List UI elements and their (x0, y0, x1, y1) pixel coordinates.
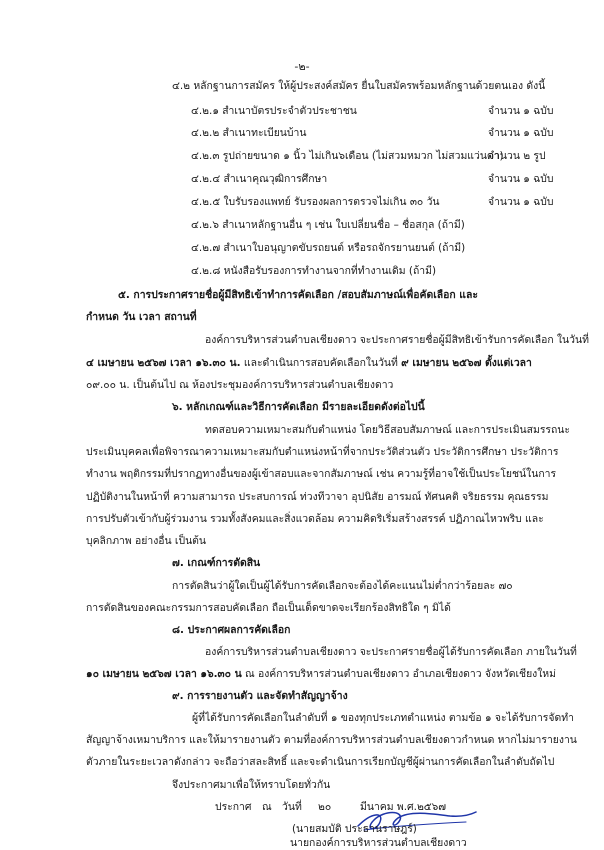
section-6-line4: ปฏิบัติงานในหน้าที่ ความสามารถ ประสบการณ์ ท่วงทีวาจา อุปนิสัย อารมณ์ ทัศนคติ จริยธรรม คุณธรรม (86, 491, 549, 503)
section-6-line6: บุคลิกภาพ อย่างอื่น เป็นต้น (86, 535, 207, 547)
section-8-line2 (86, 667, 556, 681)
section-9-heading: ๙. การรายงานตัว และจัดทำสัญญาจ้าง (172, 690, 348, 702)
section-5-para-line1: องค์การบริหารส่วนตำบลเชียงดาว จะประกาศรายชื่อผู้มีสิทธิเข้ารับการคัดเลือก ในวันที่ (205, 334, 589, 346)
announce-day-label: วันที่ (282, 801, 302, 813)
item-4-2-2: ๔.๒.๒ สำเนาทะเบียนบ้าน (191, 127, 307, 139)
result-location: ณ องค์การบริหารส่วนตำบลเชียงดาว อำเภอเชียงดาว จังหวัดเชียงใหม่ (241, 668, 557, 680)
section-5-para-line3: ๐๙.๐๐ น. เป็นต้นไป ณ ห้องประชุมองค์การบริหารส่วนตำบลเชียงดาว (86, 379, 394, 391)
announce-at: ณ (262, 801, 272, 813)
section-6-line3: ทำงาน พฤติกรรมที่ปรากฏทางอื่นของผู้เข้าสอบและจากสัมภาษณ์ เช่น ความรู้ที่อาจใช้เป็นประโยชน์ในการ (86, 468, 557, 480)
section-9-line1: ผู้ที่ได้รับการคัดเลือกในลำดับที่ ๑ ของทุกประเภทตำแหน่ง ตามข้อ ๑ จะได้รับการจัดทำ (192, 712, 574, 724)
section-9-line3: ตัวภายในระยะเวลาดังกล่าว จะถือว่าสละสิทธิ์ และจะดำเนินการเรียกบัญชีผู้ผ่านการคัดเลือกในลำดับถัดไป (86, 756, 555, 768)
page-number: -๒- (294, 60, 310, 73)
item-4-2-5-qty: จำนวน ๑ ฉบับ (488, 196, 554, 208)
item-4-2-6: ๔.๒.๖ สำเนาหลักฐานอื่น ๆ เช่น ใบเปลี่ยนชื่อ – ชื่อสกุล (ถ้ามี) (191, 219, 465, 231)
announce-month-year: มีนาคม พ.ศ.๒๕๖๗ (360, 801, 447, 813)
item-4-2-8: ๔.๒.๘ หนังสือรับรองการทำงานจากที่ทำงานเดิม (ถ้ามี) (191, 265, 437, 277)
announce-label: ประกาศ (215, 801, 252, 813)
section-6-line5: การปรับตัวเข้ากับผู้ร่วมงาน รวมทั้งสังคมและสิ่งแวดล้อม ความคิดริเริ่มสร้างสรรค์ ปฏิภาณไหวพริบ และ (86, 513, 544, 525)
item-4-2-2-qty: จำนวน ๑ ฉบับ (488, 127, 554, 139)
section-7-heading: ๗. เกณฑ์การตัดสิน (172, 557, 261, 569)
section-5-para-line2 (86, 356, 532, 370)
item-4-2-1: ๔.๒.๑ สำเนาบัตรประจำตัวประชาชน (191, 105, 357, 117)
item-4-2-4-qty: จำนวน ๑ ฉบับ (488, 173, 554, 185)
section-5-heading-line1: ๕. การประกาศรายชื่อผู้มีสิทธิเข้าทำการคัดเลือก /สอบสัมภาษณ์เพื่อคัดเลือก และ (118, 289, 478, 301)
section-9-line2: สัญญาจ้างเหมาบริการ และให้มารายงานตัว ตามที่องค์การบริหารส่วนตำบลเชียงดาวกำหนด หากไม่มารายงาน (86, 734, 577, 746)
section-5-heading-line2: กำหนด วัน เวลา สถานที่ (86, 311, 197, 323)
item-4-2-4: ๔.๒.๔ สำเนาคุณวุฒิการศึกษา (191, 173, 328, 185)
section-8-heading: ๘. ประกาศผลการคัดเลือก (172, 624, 291, 636)
section-6-line1: ทดสอบความเหมาะสมกับตำแหน่ง โดยวิธีสอบสัมภาษณ์ และการประเมินสมรรถนะ (205, 424, 570, 436)
result-date: ๑๐ เมษายน ๒๕๖๗ เวลา ๑๖.๓๐ น (86, 668, 242, 680)
section-7-line2: การตัดสินของคณะกรรมการสอบคัดเลือก ถือเป็นเด็ดขาดจะเรียกร้องสิทธิใด ๆ มิได้ (86, 602, 451, 614)
item-4-2-5: ๔.๒.๕ ใบรับรองแพทย์ รับรองผลการตรวจไม่เกิน ๓๐ วัน (191, 196, 440, 208)
signature-position: นายกองค์การบริหารส่วนตำบลเชียงดาว (290, 837, 467, 849)
item-4-2-1-qty: จำนวน ๑ ฉบับ (488, 105, 554, 117)
signature-name: (นายสมบัติ ประธานราษฎร์) (292, 823, 417, 835)
section-6-heading: ๖. หลักเกณฑ์และวิธีการคัดเลือก มีรายละเอียดดังต่อไปนี้ (172, 401, 425, 413)
announce-day: ๒๐ (318, 801, 332, 813)
exam-text: และดำเนินการสอบคัดเลือกในวันที่ (240, 357, 402, 369)
announce-date: ๔ เมษายน ๒๕๖๗ เวลา ๑๖.๓๐ น. (86, 357, 241, 369)
exam-date: ๙ เมษายน ๒๕๖๗ ตั้งแต่เวลา (401, 357, 532, 369)
section-4-2-heading: ๔.๒ หลักฐานการสมัคร ให้ผู้ประสงค์สมัคร ยื่นใบสมัครพร้อมหลักฐานด้วยตนเอง ดังนี้ (172, 80, 546, 92)
closing-statement: จึงประกาศมาเพื่อให้ทราบโดยทั่วกัน (172, 779, 331, 791)
section-6-line2: ประเมินบุคคลเพื่อพิจารณาความเหมาะสมกับตำแหน่งหน้าที่จากประวัติส่วนตัว ประวัติการศึกษา ประวัติการ (86, 446, 559, 458)
section-7-line1: การตัดสินว่าผู้ใดเป็นผู้ได้รับการคัดเลือกจะต้องได้คะแนนไม่ต่ำกว่าร้อยละ ๗๐ (172, 580, 513, 592)
item-4-2-3: ๔.๒.๓ รูปถ่ายขนาด ๑ นิ้ว ไม่เกิน๖เดือน (ไม่สวมหมวก ไม่สวมแว่นตา) (191, 150, 504, 162)
section-8-line1: องค์การบริหารส่วนตำบลเชียงดาว จะประกาศรายชื่อผู้ได้รับการคัดเลือก ภายในวันที่ (205, 646, 577, 658)
item-4-2-7: ๔.๒.๗ สำเนาใบอนุญาตขับรถยนต์ หรือรถจักรยานยนต์ (ถ้ามี) (191, 242, 466, 254)
item-4-2-3-qty: จำนวน ๒ รูป (488, 150, 546, 162)
